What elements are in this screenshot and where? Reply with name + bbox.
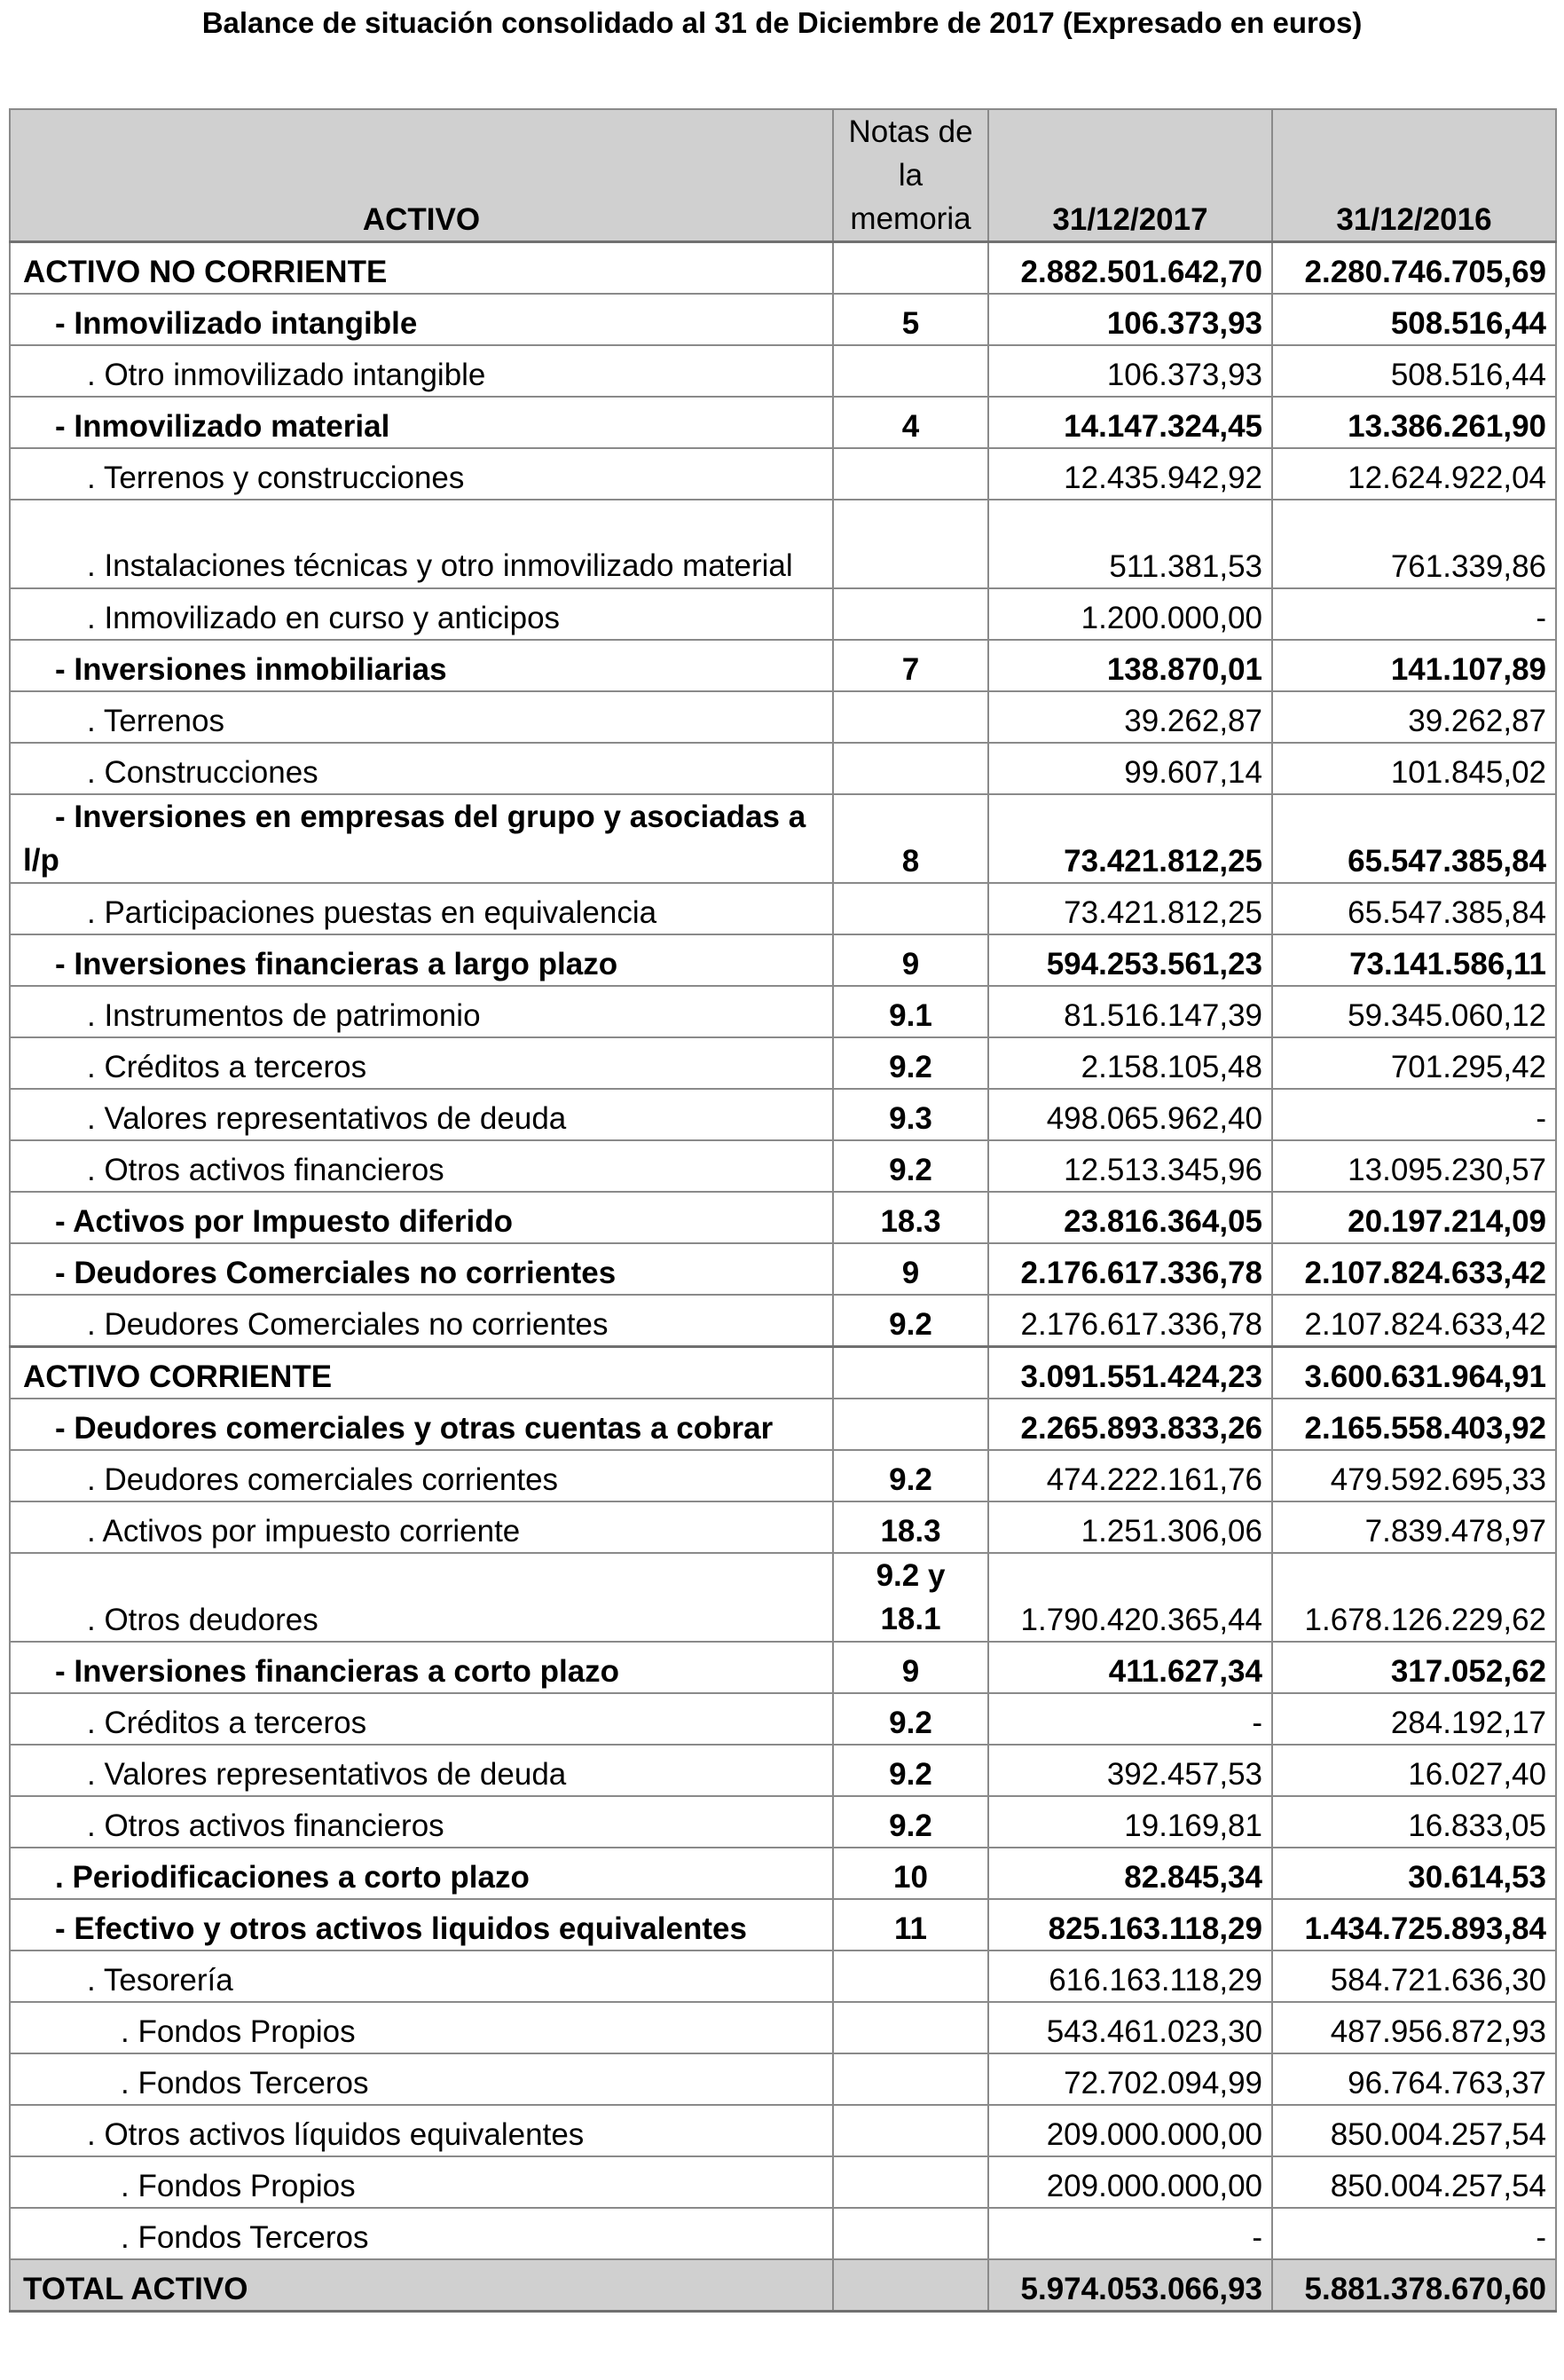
row-value-2016: 701.295,42	[1272, 1037, 1556, 1089]
row-value-2016: 761.339,86	[1272, 500, 1556, 588]
row-value-2017: 72.702.094,99	[988, 2053, 1272, 2105]
row-label: . Construcciones	[10, 743, 833, 794]
row-value-2017: -	[988, 2208, 1272, 2259]
row-label: - Inversiones financieras a largo plazo	[10, 934, 833, 986]
row-label: . Tesorería	[10, 1950, 833, 2002]
row-note	[833, 242, 988, 295]
row-value-2016: 3.600.631.964,91	[1272, 1347, 1556, 1399]
row-label: - Inmovilizado intangible	[10, 294, 833, 345]
table-row	[10, 500, 1556, 588]
row-note	[833, 345, 988, 397]
row-note	[833, 2259, 988, 2312]
row-value-2016: 20.197.214,09	[1272, 1192, 1556, 1243]
row-value-2017: 73.421.812,25	[988, 794, 1272, 883]
row-value-2016: -	[1272, 1089, 1556, 1140]
table-row-total	[10, 2259, 1556, 2312]
table-row	[10, 1347, 1556, 1399]
row-value-2016: 2.165.558.403,92	[1272, 1399, 1556, 1450]
row-label: - Inversiones financieras a corto plazo	[10, 1642, 833, 1693]
table-row	[10, 743, 1556, 794]
row-label: - Deudores Comerciales no corrientes	[10, 1243, 833, 1295]
row-value-2016: 1.678.126.229,62	[1272, 1553, 1556, 1642]
row-label: . Fondos Propios	[10, 2156, 833, 2208]
row-label: . Instrumentos de patrimonio	[10, 986, 833, 1037]
table-row	[10, 1501, 1556, 1553]
row-value-2016: 850.004.257,54	[1272, 2156, 1556, 2208]
row-label: - Activos por Impuesto diferido	[10, 1192, 833, 1243]
table-row	[10, 1642, 1556, 1693]
row-label: . Activos por impuesto corriente	[10, 1501, 833, 1553]
table-row	[10, 1693, 1556, 1745]
table-row	[10, 1796, 1556, 1848]
table-row	[10, 691, 1556, 743]
row-value-2017: 616.163.118,29	[988, 1950, 1272, 2002]
row-label: . Otros activos financieros	[10, 1140, 833, 1192]
table-row	[10, 1899, 1556, 1950]
row-value-2017: 2.882.501.642,70	[988, 242, 1272, 295]
row-note: 9	[833, 1642, 988, 1693]
row-note: 9.2	[833, 1450, 988, 1501]
row-value-2017: 474.222.161,76	[988, 1450, 1272, 1501]
row-value-2017: -	[988, 1693, 1272, 1745]
row-label: . Fondos Terceros	[10, 2208, 833, 2259]
row-note	[833, 448, 988, 500]
row-value-2017: 39.262,87	[988, 691, 1272, 743]
row-value-2017: 1.790.420.365,44	[988, 1553, 1272, 1642]
table-row	[10, 1399, 1556, 1450]
table-row	[10, 883, 1556, 934]
row-value-2017: 1.200.000,00	[988, 588, 1272, 640]
row-value-2016: 508.516,44	[1272, 294, 1556, 345]
row-value-2016: 73.141.586,11	[1272, 934, 1556, 986]
table-row	[10, 448, 1556, 500]
table-header-row	[10, 109, 1556, 242]
table-row	[10, 2156, 1556, 2208]
row-note: 9	[833, 1243, 988, 1295]
row-label: . Otros activos líquidos equivalentes	[10, 2105, 833, 2156]
row-value-2016: 101.845,02	[1272, 743, 1556, 794]
row-note: 11	[833, 1899, 988, 1950]
header-2017: 31/12/2017	[988, 109, 1272, 242]
row-label: . Terrenos	[10, 691, 833, 743]
table-row	[10, 1950, 1556, 2002]
row-label: TOTAL ACTIVO	[10, 2259, 833, 2312]
row-note	[833, 588, 988, 640]
row-label: - Inmovilizado material	[10, 397, 833, 448]
row-value-2016: 850.004.257,54	[1272, 2105, 1556, 2156]
row-label: . Instalaciones técnicas y otro inmovilizado material	[10, 500, 833, 588]
row-label: ACTIVO NO CORRIENTE	[10, 242, 833, 295]
table-row	[10, 588, 1556, 640]
row-note	[833, 743, 988, 794]
row-note	[833, 2156, 988, 2208]
row-label: . Fondos Terceros	[10, 2053, 833, 2105]
row-value-2017: 392.457,53	[988, 1745, 1272, 1796]
row-note	[833, 691, 988, 743]
row-value-2016: 2.280.746.705,69	[1272, 242, 1556, 295]
row-note	[833, 1950, 988, 2002]
row-note: 9.2	[833, 1140, 988, 1192]
row-label: . Terrenos y construcciones	[10, 448, 833, 500]
row-label: . Otros activos financieros	[10, 1796, 833, 1848]
row-value-2017: 594.253.561,23	[988, 934, 1272, 986]
row-value-2017: 543.461.023,30	[988, 2002, 1272, 2053]
table-row	[10, 2002, 1556, 2053]
row-label: - Inversiones en empresas del grupo y asociadas a l/p	[10, 794, 833, 883]
row-value-2017: 1.251.306,06	[988, 1501, 1272, 1553]
table-row	[10, 1140, 1556, 1192]
row-note: 8	[833, 794, 988, 883]
row-value-2016: 584.721.636,30	[1272, 1950, 1556, 2002]
row-label: . Créditos a terceros	[10, 1037, 833, 1089]
row-value-2017: 511.381,53	[988, 500, 1272, 588]
row-value-2016: 13.386.261,90	[1272, 397, 1556, 448]
row-note: 9.2	[833, 1796, 988, 1848]
row-label: - Inversiones inmobiliarias	[10, 640, 833, 691]
row-value-2017: 19.169,81	[988, 1796, 1272, 1848]
row-value-2016: 39.262,87	[1272, 691, 1556, 743]
row-value-2017: 12.513.345,96	[988, 1140, 1272, 1192]
row-value-2016: 13.095.230,57	[1272, 1140, 1556, 1192]
row-label: . Créditos a terceros	[10, 1693, 833, 1745]
table-row	[10, 640, 1556, 691]
table-row	[10, 1295, 1556, 1347]
row-note	[833, 1399, 988, 1450]
row-value-2016: 2.107.824.633,42	[1272, 1295, 1556, 1347]
row-value-2016: 5.881.378.670,60	[1272, 2259, 1556, 2312]
row-note: 9.2	[833, 1295, 988, 1347]
row-note: 9.3	[833, 1089, 988, 1140]
row-value-2016: 12.624.922,04	[1272, 448, 1556, 500]
row-note: 5	[833, 294, 988, 345]
row-value-2016: 479.592.695,33	[1272, 1450, 1556, 1501]
table-row	[10, 1553, 1556, 1642]
row-value-2016: 30.614,53	[1272, 1848, 1556, 1899]
table-row	[10, 1848, 1556, 1899]
row-label: . Periodificaciones a corto plazo	[10, 1848, 833, 1899]
table-row	[10, 1745, 1556, 1796]
row-value-2016: 96.764.763,37	[1272, 2053, 1556, 2105]
row-value-2017: 411.627,34	[988, 1642, 1272, 1693]
row-label: . Valores representativos de deuda	[10, 1089, 833, 1140]
header-2016: 31/12/2016	[1272, 109, 1556, 242]
row-value-2016: 65.547.385,84	[1272, 794, 1556, 883]
row-value-2016: 16.027,40	[1272, 1745, 1556, 1796]
row-value-2017: 2.265.893.833,26	[988, 1399, 1272, 1450]
row-value-2017: 12.435.942,92	[988, 448, 1272, 500]
row-value-2016: 2.107.824.633,42	[1272, 1243, 1556, 1295]
row-label: . Fondos Propios	[10, 2002, 833, 2053]
row-note	[833, 883, 988, 934]
row-value-2016: 508.516,44	[1272, 345, 1556, 397]
row-label: . Valores representativos de deuda	[10, 1745, 833, 1796]
table-row	[10, 1192, 1556, 1243]
row-note: 9.2	[833, 1745, 988, 1796]
table-row	[10, 986, 1556, 1037]
row-value-2016: 1.434.725.893,84	[1272, 1899, 1556, 1950]
row-value-2017: 82.845,34	[988, 1848, 1272, 1899]
balance-sheet-table	[9, 108, 1557, 2313]
table-row	[10, 242, 1556, 295]
table-row	[10, 934, 1556, 986]
row-label: . Inmovilizado en curso y anticipos	[10, 588, 833, 640]
row-label: . Deudores Comerciales no corrientes	[10, 1295, 833, 1347]
row-note: 18.3	[833, 1501, 988, 1553]
row-value-2017: 2.158.105,48	[988, 1037, 1272, 1089]
row-note: 9.2	[833, 1693, 988, 1745]
header-activo: ACTIVO	[10, 109, 833, 242]
row-value-2017: 23.816.364,05	[988, 1192, 1272, 1243]
table-row	[10, 794, 1556, 883]
row-value-2017: 825.163.118,29	[988, 1899, 1272, 1950]
row-value-2017: 2.176.617.336,78	[988, 1243, 1272, 1295]
row-label: . Participaciones puestas en equivalencia	[10, 883, 833, 934]
row-note	[833, 2208, 988, 2259]
row-note: 10	[833, 1848, 988, 1899]
table-row	[10, 397, 1556, 448]
row-label: . Deudores comerciales corrientes	[10, 1450, 833, 1501]
row-value-2017: 73.421.812,25	[988, 883, 1272, 934]
table-row	[10, 1089, 1556, 1140]
row-value-2017: 2.176.617.336,78	[988, 1295, 1272, 1347]
row-note: 9.2 y 18.1	[833, 1553, 988, 1642]
row-note: 18.3	[833, 1192, 988, 1243]
row-value-2017: 14.147.324,45	[988, 397, 1272, 448]
row-value-2017: 209.000.000,00	[988, 2156, 1272, 2208]
row-value-2017: 5.974.053.066,93	[988, 2259, 1272, 2312]
row-label: ACTIVO CORRIENTE	[10, 1347, 833, 1399]
row-value-2016: 141.107,89	[1272, 640, 1556, 691]
row-value-2017: 106.373,93	[988, 294, 1272, 345]
row-note	[833, 500, 988, 588]
row-label: . Otros deudores	[10, 1553, 833, 1642]
row-value-2016: -	[1272, 2208, 1556, 2259]
row-note	[833, 2002, 988, 2053]
header-notas: Notas de la memoria	[833, 109, 988, 242]
row-value-2017: 209.000.000,00	[988, 2105, 1272, 2156]
row-value-2017: 81.516.147,39	[988, 986, 1272, 1037]
row-label: - Deudores comerciales y otras cuentas a cobrar	[10, 1399, 833, 1450]
table-row	[10, 2053, 1556, 2105]
row-value-2017: 498.065.962,40	[988, 1089, 1272, 1140]
row-value-2016: 317.052,62	[1272, 1642, 1556, 1693]
row-note: 9.1	[833, 986, 988, 1037]
table-row	[10, 2208, 1556, 2259]
row-value-2016: 59.345.060,12	[1272, 986, 1556, 1037]
row-label: . Otro inmovilizado intangible	[10, 345, 833, 397]
row-value-2016: 65.547.385,84	[1272, 883, 1556, 934]
row-value-2016: 16.833,05	[1272, 1796, 1556, 1848]
table-row	[10, 294, 1556, 345]
row-value-2017: 138.870,01	[988, 640, 1272, 691]
row-note	[833, 2053, 988, 2105]
row-value-2016: 284.192,17	[1272, 1693, 1556, 1745]
row-label: - Efectivo y otros activos liquidos equivalentes	[10, 1899, 833, 1950]
row-note	[833, 2105, 988, 2156]
row-value-2017: 106.373,93	[988, 345, 1272, 397]
row-note: 9.2	[833, 1037, 988, 1089]
row-note: 7	[833, 640, 988, 691]
table-row	[10, 1243, 1556, 1295]
row-value-2016: 7.839.478,97	[1272, 1501, 1556, 1553]
table-row	[10, 1037, 1556, 1089]
row-value-2016: -	[1272, 588, 1556, 640]
page-title: Balance de situación consolidado al 31 de Diciembre de 2017 (Expresado en euros)	[201, 6, 1363, 39]
table-row	[10, 345, 1556, 397]
row-note: 9	[833, 934, 988, 986]
table-row	[10, 1450, 1556, 1501]
row-note	[833, 1347, 988, 1399]
row-value-2017: 99.607,14	[988, 743, 1272, 794]
row-value-2016: 487.956.872,93	[1272, 2002, 1556, 2053]
table-row	[10, 2105, 1556, 2156]
row-note: 4	[833, 397, 988, 448]
row-value-2017: 3.091.551.424,23	[988, 1347, 1272, 1399]
